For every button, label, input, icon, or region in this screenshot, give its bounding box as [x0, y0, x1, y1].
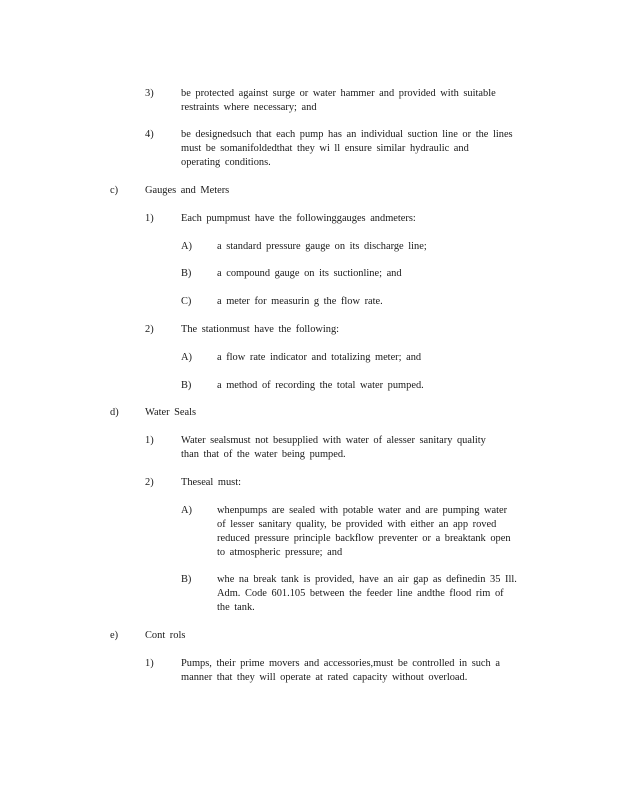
section-e-item-1-line-1: Pumps, their prime movers and accessories,must be controlled in such a — [181, 658, 500, 669]
section-d-label: d) — [110, 407, 119, 418]
section-e-item-1-label: 1) — [145, 658, 154, 669]
section-e-title: Cont rols — [145, 630, 186, 641]
section-c-item-1-text: Each pumpmust have the followinggauges andmeters: — [181, 213, 416, 224]
section-d-item-2-text: Theseal must: — [181, 477, 242, 488]
item-3-line-2: restraints where necessary; and — [181, 102, 317, 113]
section-c-title: Gauges and Meters — [145, 185, 230, 196]
section-d-item-2-a-label: A) — [181, 505, 192, 516]
section-d-item-2-b-line-3: the tank. — [217, 602, 255, 613]
section-e-item-1-line-2: manner that they will operate at rated capacity without overload. — [181, 672, 468, 683]
section-d-item-1-line-2: than that of the water being pumped. — [181, 449, 346, 460]
section-c-item-1-c-label: C) — [181, 296, 192, 307]
section-c-item-2-b-text: a method of recording the total water pumped. — [217, 380, 424, 391]
section-c-item-2-text: The stationmust have the following: — [181, 324, 340, 335]
section-c-item-1-a-text: a standard pressure gauge on its discharge line; — [217, 241, 427, 252]
section-c-item-1-a-label: A) — [181, 241, 192, 252]
section-d-item-2-a-line-3: reduced pressure principle backflow preventer or a breaktank open — [217, 533, 511, 544]
item-4-line-3: operating conditions. — [181, 157, 271, 168]
section-c-item-2-label: 2) — [145, 324, 154, 335]
section-d-item-2-b-line-2: Adm. Code 601.105 between the feeder line andthe flood rim of — [217, 588, 504, 599]
item-3-line-1: be protected against surge or water hammer and provided with suitable — [181, 88, 496, 99]
section-d-item-2-b-label: B) — [181, 574, 192, 585]
section-d-item-2-a-line-4: to atmospheric pressure; and — [217, 547, 343, 558]
section-c-item-1-b-label: B) — [181, 268, 192, 279]
item-3-label: 3) — [145, 88, 154, 99]
section-c-item-1-c-text: a meter for measurin g the flow rate. — [217, 296, 383, 307]
item-4-label: 4) — [145, 129, 154, 140]
section-c-item-2-a-label: A) — [181, 352, 192, 363]
section-e-label: e) — [110, 630, 119, 641]
section-d-item-1-line-1: Water sealsmust not besupplied with water of alesser sanitary quality — [181, 435, 486, 446]
section-d-item-2-a-line-2: of lesser sanitary quality, be provided with either an app roved — [217, 519, 497, 530]
section-c-item-1-label: 1) — [145, 213, 154, 224]
section-c-item-1-b-text: a compound gauge on its suctionline; and — [217, 268, 402, 279]
item-4-line-1: be designedsuch that each pump has an individual suction line or the lines — [181, 129, 513, 140]
section-d-item-1-label: 1) — [145, 435, 154, 446]
section-c-item-2-b-label: B) — [181, 380, 192, 391]
section-c-label: c) — [110, 185, 119, 196]
section-c-item-2-a-text: a flow rate indicator and totalizing meter; and — [217, 352, 422, 363]
section-d-item-2-b-line-1: whe na break tank is provided, have an air gap as definedin 35 Ill. — [217, 574, 517, 585]
section-d-item-2-a-line-1: whenpumps are sealed with potable water and are pumping water — [217, 505, 508, 516]
item-4-line-2: must be somanifoldedthat they wi ll ensure similar hydraulic and — [181, 143, 469, 154]
section-d-title: Water Seals — [145, 407, 197, 418]
section-d-item-2-label: 2) — [145, 477, 154, 488]
